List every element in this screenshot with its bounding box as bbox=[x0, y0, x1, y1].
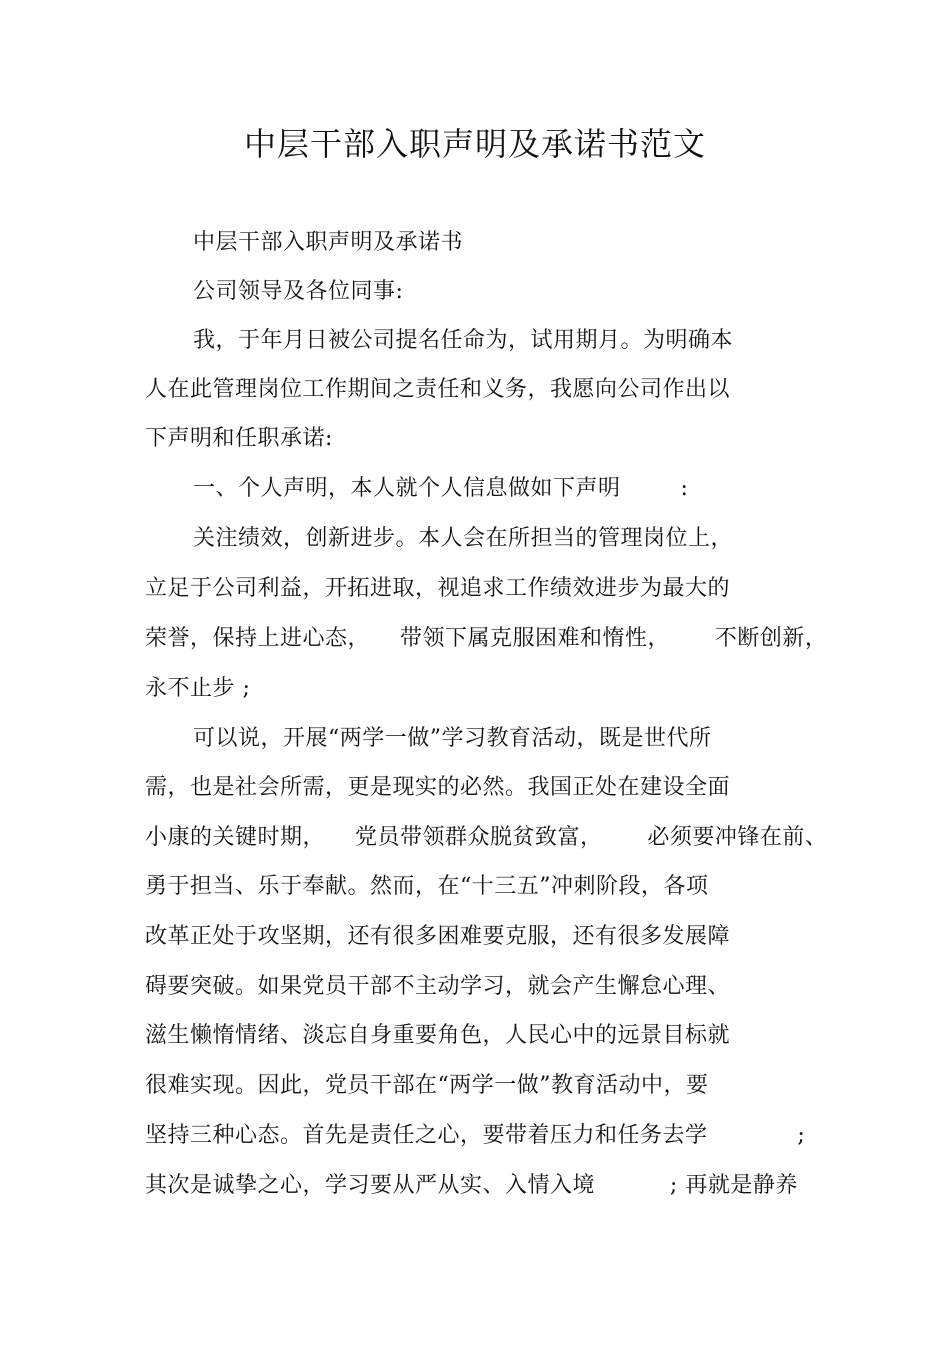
body-line: 很难实现。因此，党员干部在“两学一做”教育活动中，要 bbox=[145, 1073, 709, 1098]
body-line: 坚持三种心态。首先是责任之心，要带着压力和任务去学 ; bbox=[145, 1123, 806, 1148]
document-title: 中层干部入职声明及承诺书范文 bbox=[243, 125, 706, 163]
body-line: 勇于担当、乐于奉献。然而，在“十三五”冲刺阶段，各项 bbox=[145, 874, 709, 899]
body-line: 公司领导及各位同事: bbox=[193, 279, 404, 304]
body-line: 荣誉，保持上进心态， 带领下属克服困难和惰性， 不断创新， bbox=[145, 626, 828, 651]
body-line: 可以说，开展“两学一做”学习教育活动，既是世代所 bbox=[193, 726, 712, 751]
body-line: 中层干部入职声明及承诺书 bbox=[193, 230, 464, 255]
body-line: 永不止步 ; bbox=[145, 676, 251, 701]
body-line: 碍要突破。如果党员干部不主动学习，就会产生懈怠心理、 bbox=[145, 974, 731, 999]
body-line: 改革正处于攻坚期，还有很多困难要克服，还有很多发展障 bbox=[145, 924, 731, 949]
body-line: 小康的关键时期， 党员带领群众脱贫致富， 必须要冲锋在前、 bbox=[145, 825, 828, 850]
body-line: 我，于年月日被公司提名任命为，试用期月。为明确本 bbox=[193, 328, 734, 353]
body-line: 一、个人声明，本人就个人信息做如下声明 : bbox=[193, 476, 689, 501]
body-line: 滋生懒惰情绪、淡忘自身重要角色，人民心中的远景目标就 bbox=[145, 1023, 731, 1048]
body-line: 需，也是社会所需，更是现实的必然。我国正处在建设全面 bbox=[145, 775, 731, 800]
body-line: 立足于公司利益，开拓进取，视追求工作绩效进步为最大的 bbox=[145, 576, 731, 601]
body-line: 关注绩效，创新进步。本人会在所担当的管理岗位上， bbox=[193, 526, 734, 551]
body-line: 人在此管理岗位工作期间之责任和义务，我愿向公司作出以 bbox=[145, 377, 731, 402]
body-line: 下声明和任职承诺: bbox=[145, 426, 333, 451]
body-line: 其次是诚挚之心，学习要从严从实、入情入境 ; 再就是静养 bbox=[145, 1173, 798, 1198]
